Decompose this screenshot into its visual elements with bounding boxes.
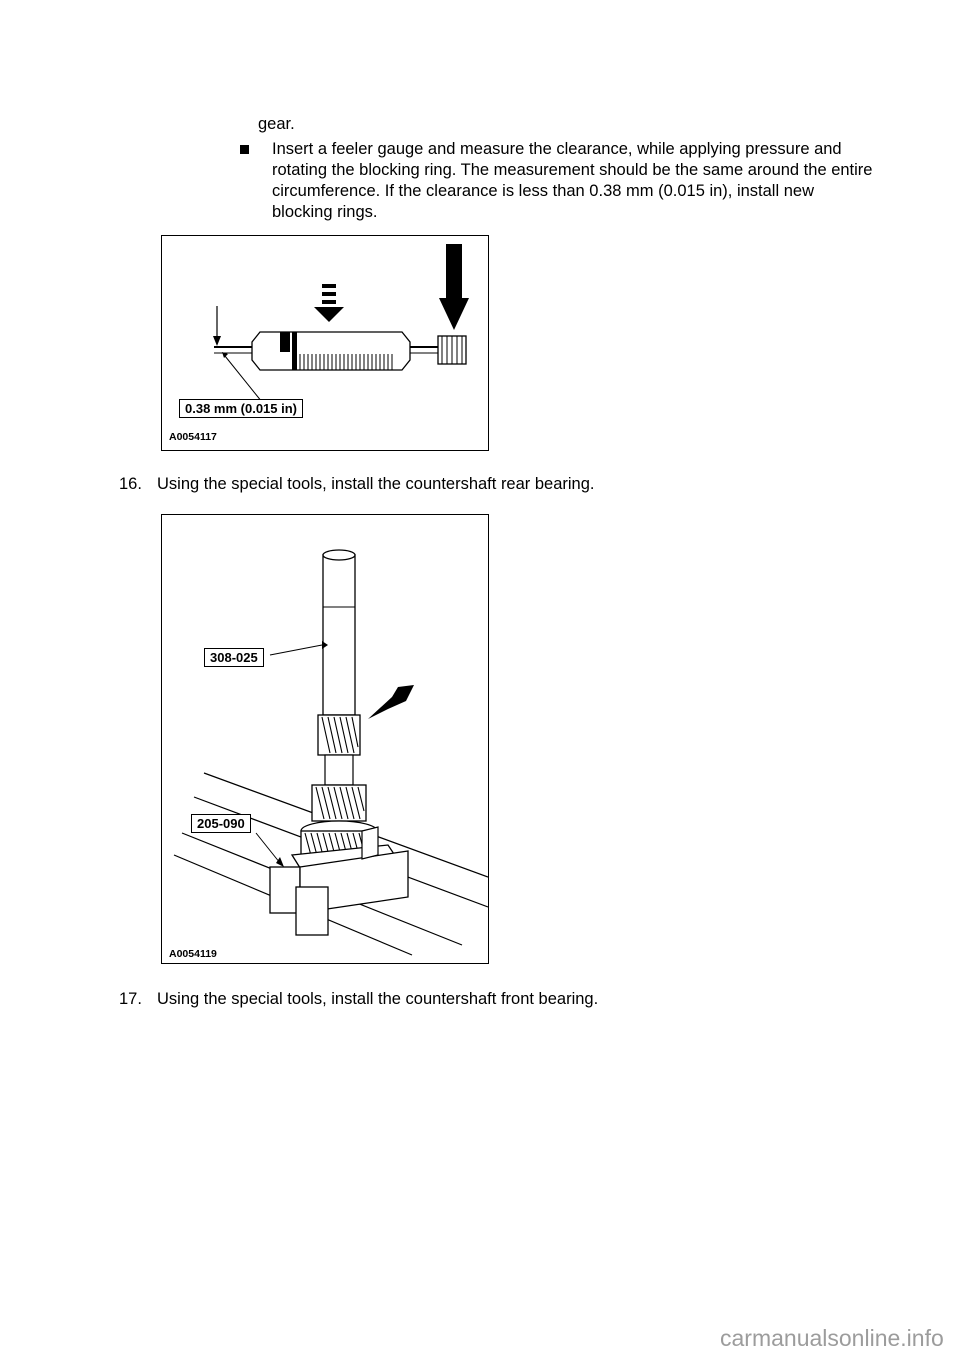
tool-205-090-callout: 205-090 <box>191 814 251 833</box>
continued-text: gear. <box>258 115 295 133</box>
tool-308-025-callout: 308-025 <box>204 648 264 667</box>
step-text: Using the special tools, install the countershaft rear bearing. <box>157 475 595 493</box>
step-text: Using the special tools, install the countershaft front bearing. <box>157 990 599 1008</box>
figure-id: A0054119 <box>169 948 217 960</box>
bullet-line-3: circumference. If the clearance is less than 0.38 mm (0.015 in), install new <box>272 182 814 200</box>
figure-id: A0054117 <box>169 431 217 443</box>
bearing-install-illustration <box>162 515 488 963</box>
bullet-line-4: blocking rings. <box>272 203 378 221</box>
step-number: 16. <box>119 475 142 493</box>
bearing-install-figure <box>161 514 489 964</box>
bullet-line-1: Insert a feeler gauge and measure the clearance, while applying pressure and <box>272 140 842 158</box>
watermark: carmanualsonline.info <box>720 1325 944 1351</box>
bullet-line-2: rotating the blocking ring. The measurement should be the same around the entire <box>272 161 873 179</box>
step-number: 17. <box>119 990 142 1008</box>
bullet-marker <box>240 145 249 154</box>
feeler-gauge-figure <box>161 235 489 451</box>
clearance-callout: 0.38 mm (0.015 in) <box>179 399 303 418</box>
